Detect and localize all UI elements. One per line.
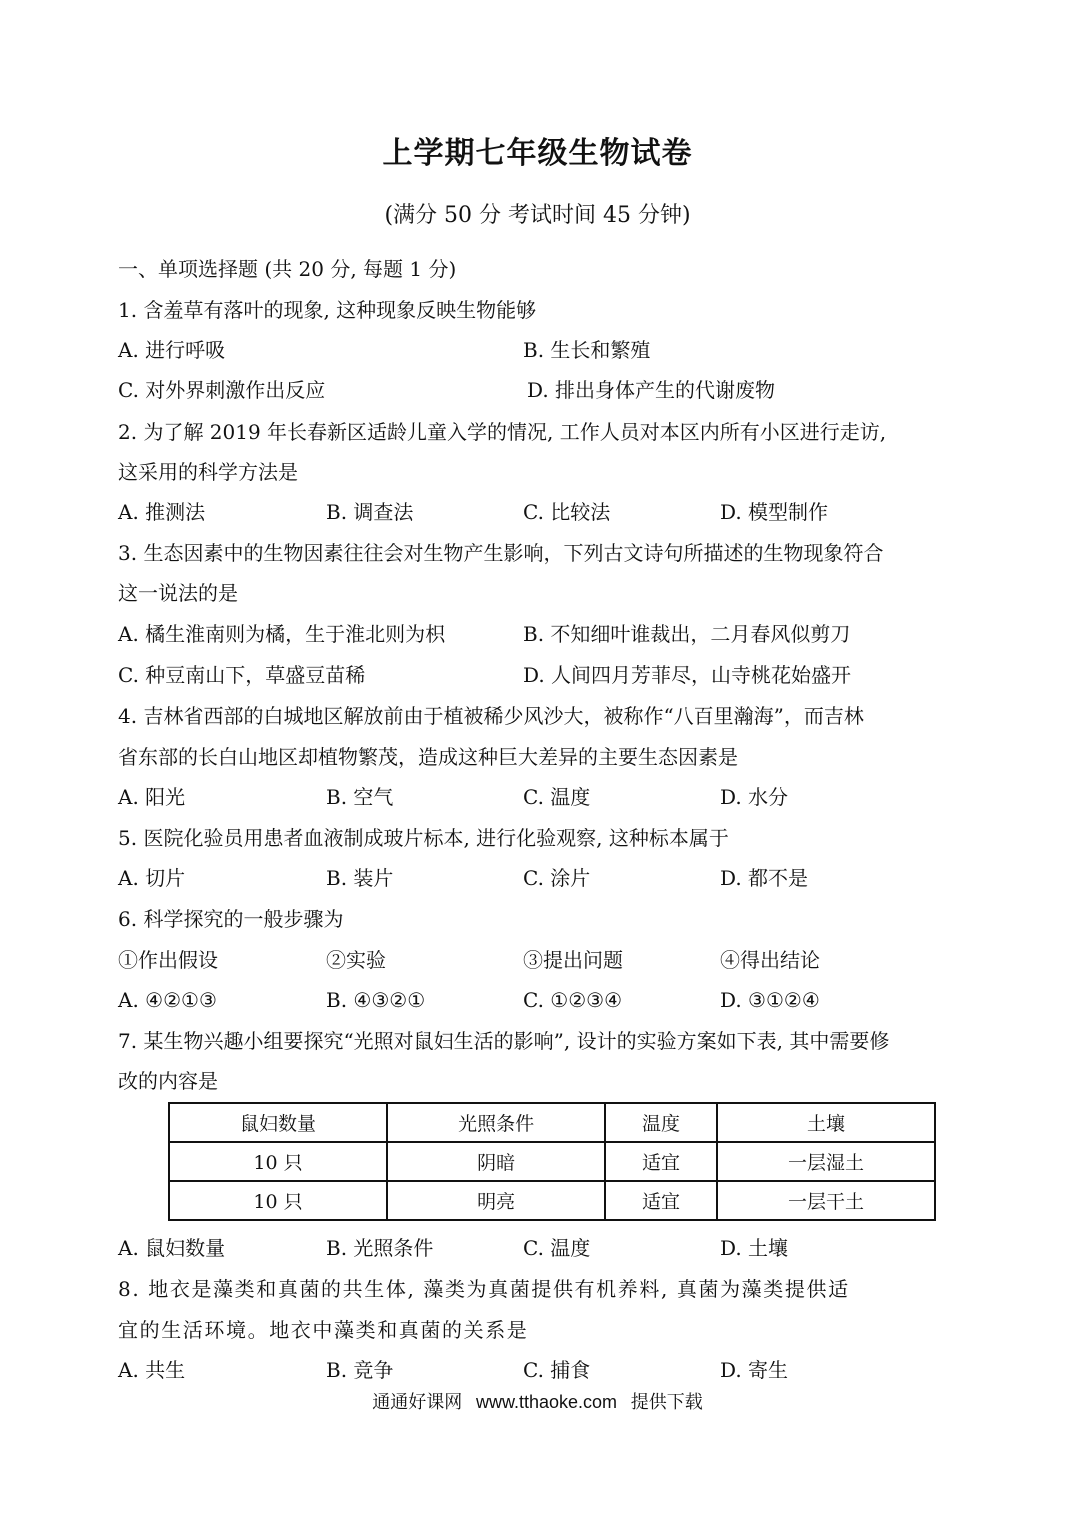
question-5-option-a: A. 切片 (118, 866, 186, 890)
question-2-option-a: A. 推测法 (118, 500, 206, 524)
question-3-stem-line-1: 3. 生态因素中的生物因素往往会对生物产生影响，下列古文诗句所描述的生物现象符合 (118, 541, 884, 565)
table-cell: 明亮 (387, 1181, 605, 1220)
question-7-stem-line-2: 改的内容是 (118, 1069, 218, 1093)
table-row (169, 1142, 935, 1181)
question-8-stem-line-2: 宜的生活环境。地衣中藻类和真菌的关系是 (118, 1318, 529, 1342)
question-7-option-b: B. 光照条件 (326, 1236, 434, 1260)
question-2-stem-line-2: 这采用的科学方法是 (118, 460, 298, 484)
question-1-option-a: A. 进行呼吸 (118, 338, 226, 362)
question-1-option-b: B. 生长和繁殖 (523, 338, 651, 362)
question-5-option-b: B. 装片 (326, 866, 394, 890)
question-6-option-d: D. ③①②④ (720, 988, 820, 1012)
question-6-option-a: A. ④②①③ (118, 988, 217, 1012)
question-3-option-d: D. 人间四月芳菲尽，山寺桃花始盛开 (523, 663, 852, 687)
table-row (169, 1181, 935, 1220)
question-2-stem-line-1: 2. 为了解 2019 年长春新区适龄儿童入学的情况, 工作人员对本区内所有小区进行走访, (118, 420, 887, 444)
question-5-option-d: D. 都不是 (720, 866, 809, 890)
page-title: 上学期七年级生物试卷 (382, 136, 693, 171)
question-2-option-b: B. 调查法 (326, 500, 414, 524)
question-7-option-a: A. 鼠妇数量 (118, 1236, 226, 1260)
question-4-option-d: D. 水分 (720, 785, 789, 809)
question-2-option-c: C. 比较法 (523, 500, 611, 524)
question-6-step-1: ①作出假设 (118, 948, 218, 972)
table-cell: 阴暗 (387, 1142, 605, 1181)
table-cell: 适宜 (605, 1181, 717, 1220)
question-2-option-d: D. 模型制作 (720, 500, 829, 524)
question-4-option-c: C. 温度 (523, 785, 591, 809)
question-8-stem-line-1: 8. 地衣是藻类和真菌的共生体, 藻类为真菌提供有机养料, 真菌为藻类提供适 (118, 1277, 850, 1301)
question-6-step-3: ③提出问题 (523, 948, 623, 972)
question-6-stem: 6. 科学探究的一般步骤为 (118, 907, 344, 931)
question-8-option-b: B. 竞争 (326, 1358, 394, 1382)
table-header-cell: 光照条件 (387, 1103, 605, 1142)
table-cell: 10 只 (169, 1142, 387, 1181)
footer-url-link[interactable]: www.tthaoke.com (475, 1392, 618, 1412)
table-cell: 适宜 (605, 1142, 717, 1181)
table-cell: 一层干土 (717, 1181, 935, 1220)
page-subtitle: (满分 50 分 考试时间 45 分钟) (384, 203, 691, 228)
footer-site-name: 通通好课网 (372, 1392, 463, 1413)
table-cell: 一层湿土 (717, 1142, 935, 1181)
question-8-option-d: D. 寄生 (720, 1358, 789, 1382)
question-1-option-c: C. 对外界刺激作出反应 (118, 378, 326, 402)
question-7-option-c: C. 温度 (523, 1236, 591, 1260)
question-3-option-c: C. 种豆南山下，草盛豆苗稀 (118, 663, 366, 687)
question-6-step-2: ②实验 (326, 948, 386, 972)
question-6-step-4: ④得出结论 (720, 948, 820, 972)
table-header-row (169, 1103, 935, 1142)
question-7-option-d: D. 土壤 (720, 1236, 789, 1260)
experiment-table (168, 1102, 936, 1221)
question-5-option-c: C. 涂片 (523, 866, 591, 890)
page-footer (0, 1388, 1075, 1414)
question-3-stem-line-2: 这一说法的是 (118, 581, 238, 605)
question-6-option-c: C. ①②③④ (523, 988, 623, 1012)
question-5-stem: 5. 医院化验员用患者血液制成玻片标本, 进行化验观察, 这种标本属于 (118, 826, 729, 850)
question-3-option-b: B. 不知细叶谁裁出，二月春风似剪刀 (523, 622, 851, 646)
question-8-option-a: A. 共生 (118, 1358, 186, 1382)
footer-download-text: 提供下载 (630, 1392, 703, 1413)
question-6-option-b: B. ④③②① (326, 988, 426, 1012)
section-heading: 一、单项选择题 (共 20 分, 每题 1 分) (118, 257, 457, 281)
table-header-cell: 温度 (605, 1103, 717, 1142)
question-7-stem-line-1: 7. 某生物兴趣小组要探究“光照对鼠妇生活的影响”, 设计的实验方案如下表, 其中需要修 (118, 1029, 890, 1053)
question-1-stem: 1. 含羞草有落叶的现象, 这种现象反映生物能够 (118, 298, 537, 322)
question-3-option-a: A. 橘生淮南则为橘，生于淮北则为枳 (118, 622, 446, 646)
question-4-option-b: B. 空气 (326, 785, 394, 809)
question-4-stem-line-1: 4. 吉林省西部的白城地区解放前由于植被稀少风沙大，被称作“八百里瀚海”，而吉林 (118, 704, 864, 728)
table-cell: 10 只 (169, 1181, 387, 1220)
table-header-cell: 鼠妇数量 (169, 1103, 387, 1142)
question-8-option-c: C. 捕食 (523, 1358, 591, 1382)
table-header-cell: 土壤 (717, 1103, 935, 1142)
question-4-option-a: A. 阳光 (118, 785, 186, 809)
question-1-option-d: D. 排出身体产生的代谢废物 (527, 378, 776, 402)
question-4-stem-line-2: 省东部的长白山地区却植物繁茂，造成这种巨大差异的主要生态因素是 (118, 745, 738, 769)
